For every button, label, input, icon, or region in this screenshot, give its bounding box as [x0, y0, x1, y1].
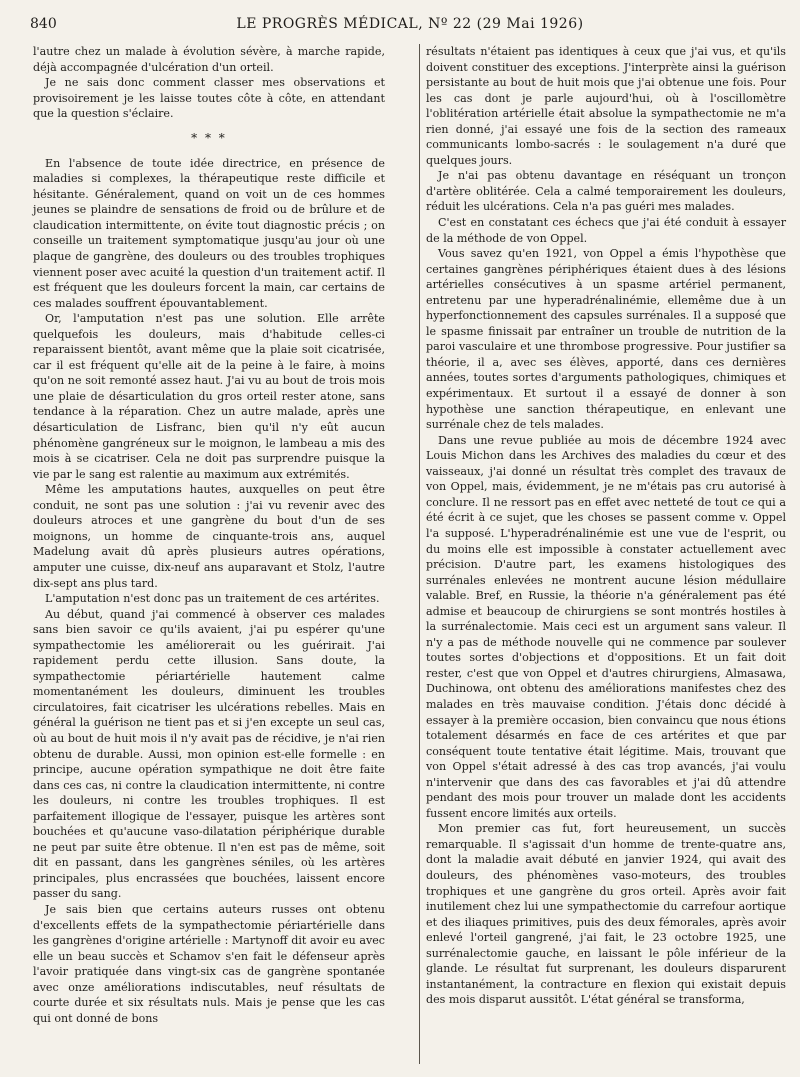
- paragraph: Je sais bien que certains auteurs russes ont obtenu d'excellents effets de la sympathectomie périartérielle dans les gangrènes d'origine artérielle : Martynoff dit avoir eu avec elle un beau succès et Schamov s'en fait le défenseur après l'avoir pratiquée dans vingt-six cas de gangrène spontanée avec onze améliorations indiscutables, neuf résultats de courte durée et six résultats nuls. Mais je pense que les cas qui ont donné de bons: [33, 902, 385, 1025]
- left-column: [33, 44, 385, 1026]
- paragraph: En l'absence de toute idée directrice, en présence de maladies si complexes, la thérapeutique reste difficile et hésitante. Généralement, quand on voit un de ces hommes jeunes se plaindre de sensations de froid ou de brûlure et de claudication intermittente, on évite tout diagnostic précis ; on conseille un traitement symptomatique jusqu'au jour où une plaque de gangrène, des douleurs ou des troubles trophiques viennent poser avec acuité la question d'un traitement actif. Il est fréquent que les douleurs forcent la main, car certains de ces malades souffrent épouvantablement.: [33, 156, 385, 310]
- column-rule: [419, 44, 420, 1064]
- paragraph: Je n'ai pas obtenu davantage en réséquant un tronçon d'artère oblitérée. Cela a calmé temporairement les douleurs, réduit les ulcérations. Cela n'a pas guéri mes malades.: [426, 169, 786, 214]
- running-head: LE PROGRÈS MÉDICAL, Nº 22 (29 Mai 1926): [236, 16, 584, 32]
- paragraph: Mon premier cas fut, fort heureusement, un succès remarquable. Il s'agissait d'un homme de trente-quatre ans, dont la maladie avait débuté en janvier 1924, qui avait des douleurs, des phénomènes vaso-moteurs, des troubles trophiques et une gangrène du gros orteil. Après avoir fait inutilement chez lui une sympathectomie du carrefour aortique et des iliaques primitives, puis des deux fémorales, après avoir enlevé l'orteil gangrené, j'ai fait, le 23 octobre 1925, une surrénalectomie gauche, en laissant le pôle inférieur de la glande. Le résultat fut surprenant, les douleurs disparurent instantanément, la contracture en flexion qui existait depuis des mois disparut aussitôt. L'état général se transforma,: [426, 822, 786, 1007]
- page-header: [30, 14, 790, 36]
- section-separator: * * *: [191, 130, 227, 145]
- paragraph: l'autre chez un malade à évolution sévère, à marche rapide, déjà accompagnée d'ulcération d'un orteil.: [33, 45, 385, 74]
- paragraph: Au début, quand j'ai commencé à observer ces malades sans bien savoir ce qu'ils avaient, j'ai pu espérer qu'une sympathectomie les améliorerait ou les guérirait. J'ai rapidement perdu cette illusion. Sans doute, la sympathectomie périartérielle hautement calme momentanément les douleurs, diminuent les troubles circulatoires, fait cicatriser les ulcérations rebelles. Mais en général la guérison ne tient pas et si j'en excepte un seul cas, où au bout de huit mois il n'y avait pas de récidive, je n'ai rien obtenu de durable. Aussi, mon opinion est-elle formelle : en principe, aucune opération sympathique ne doit être faite dans ces cas, ni contre la claudication intermittente, ni contre les douleurs, ni contre les troubles trophiques. Il est parfaitement illogique de l'essayer, puisque les artères sont bouchées et qu'aucune vaso-dilatation périphérique durable ne peut par suite être obtenue. Il n'en est pas de même, soit dit en passant, dans les gangrènes séniles, où les artères principales, plus encrassées que bouchées, laissent encore passer du sang.: [33, 607, 385, 901]
- paragraph: résultats n'étaient pas identiques à ceux que j'ai vus, et qu'ils doivent constituer des exceptions. J'interprète ainsi la guérison persistante au bout de huit mois que j'ai obtenue une fois. Pour les cas dont je parle aujourd'hui, où à l'oscillomètre l'oblitération artérielle était absolue la sympathectomie ne m'a rien donné, j'ai essayé une fois de la section des rameaux communicants lombo-sacrés : le soulagement n'a duré que quelques jours.: [426, 45, 786, 167]
- paragraph: Je ne sais donc comment classer mes observations et provisoirement je les laisse toutes côte à côte, en attendant que la question s'éclaire.: [33, 76, 385, 121]
- paragraph: L'amputation n'est donc pas un traitement de ces artérites.: [45, 592, 380, 606]
- page-number: 840: [30, 16, 57, 32]
- paragraph: Dans une revue publiée au mois de décembre 1924 avec Louis Michon dans les Archives des maladies du cœur et des vaisseaux, j'ai donné un résultat très complet des travaux de von Oppel, mais, évidemment, je ne m'étais pas cru autorisé à conclure. Il ne ressort pas en effet avec netteté de tout ce qui a été écrit à ce sujet, que les choses se passent comme v. Oppel l'a supposé. L'hyperadrénalinémie est une vue de l'esprit, ou du moins elle est impossible à constater actuellement avec précision. D'autre part, les examens histologiques des surrénales enlevées ne montrent aucune lésion médullaire valable. Bref, en Russie, la théorie n'a généralement pas été admise et beaucoup de chirurgiens se sont montrés hostiles à la surrénalectomie. Mais ceci est un argument sans valeur. Il n'y a pas de méthode nouvelle qui ne commence par soulever toutes sortes d'objections et d'oppositions. Et un fait doit rester, c'est que von Oppel et d'autres chirurgiens, Almasawa, Duchinowa, ont obtenu des améliorations manifestes chez des malades en très mauvaise condition. J'étais donc décidé à essayer à la première occasion, bien convaincu que nous étions totalement désarmés en face de ces artérites et que par conséquent toute tentative était légitime. Mais, trouvant que von Oppel s'était adressé à des cas trop avancés, j'ai voulu n'intervenir que dans des cas favorables et j'ai dû attendre pendant des mois pour trouver un malade dont les accidents fussent encore limités aux orteils.: [426, 433, 786, 820]
- right-column: [426, 44, 786, 1008]
- paragraph: Or, l'amputation n'est pas une solution. Elle arrête quelquefois les douleurs, mais d'habitude celles-ci reparaissent bientôt, avant même que la plaie soit cicatrisée, car il est fréquent qu'elle ait de la peine à le faire, à moins qu'on ne soit remonté assez haut. J'ai vu au bout de trois mois une plaie de désarticulation du gros orteil rester atone, sans tendance à la réparation. Chez un autre malade, après une désarticulation de Lisfranc, bien qu'il n'y eût aucun phénomène gangréneux sur le moignon, le lambeau a mis des mois à se cicatriser. Cela ne doit pas surprendre puisque la vie par le sang est ralentie au maximum aux extrémités.: [33, 312, 385, 481]
- paragraph: C'est en constatant ces échecs que j'ai été conduit à essayer de la méthode de von Oppel.: [426, 216, 786, 245]
- paragraph: Vous savez qu'en 1921, von Oppel a émis l'hypothèse que certaines gangrènes périphériques étaient dues à des lésions artérielles consécutives à un spasme artériel permanent, entretenu par une hyperadrénalinémie, ellemême due à un hyperfonctionnement des capsules surrénales. Il a supposé que le spasme finissait par entraîner un trouble de nutrition de la paroi vasculaire et une thrombose progressive. Pour justifier sa théorie, il a, avec ses élèves, apporté, dans ces dernières années, toutes sortes d'arguments pathologiques, chimiques et expérimentaux. Et surtout il a essayé de donner à son hypothèse une sanction thérapeutique, en enlevant une surrénale chez de tels malades.: [426, 247, 786, 432]
- paragraph: Même les amputations hautes, auxquelles on peut être conduit, ne sont pas une solution : j'ai vu revenir avec des douleurs atroces et une gangrène du bout d'un de ses moignons, un homme de cinquante-trois ans, auquel Madelung avait dû après plusieurs autres opérations, amputer une cuisse, dix-neuf ans auparavant et Stolz, l'autre dix-sept ans plus tard.: [33, 483, 385, 590]
